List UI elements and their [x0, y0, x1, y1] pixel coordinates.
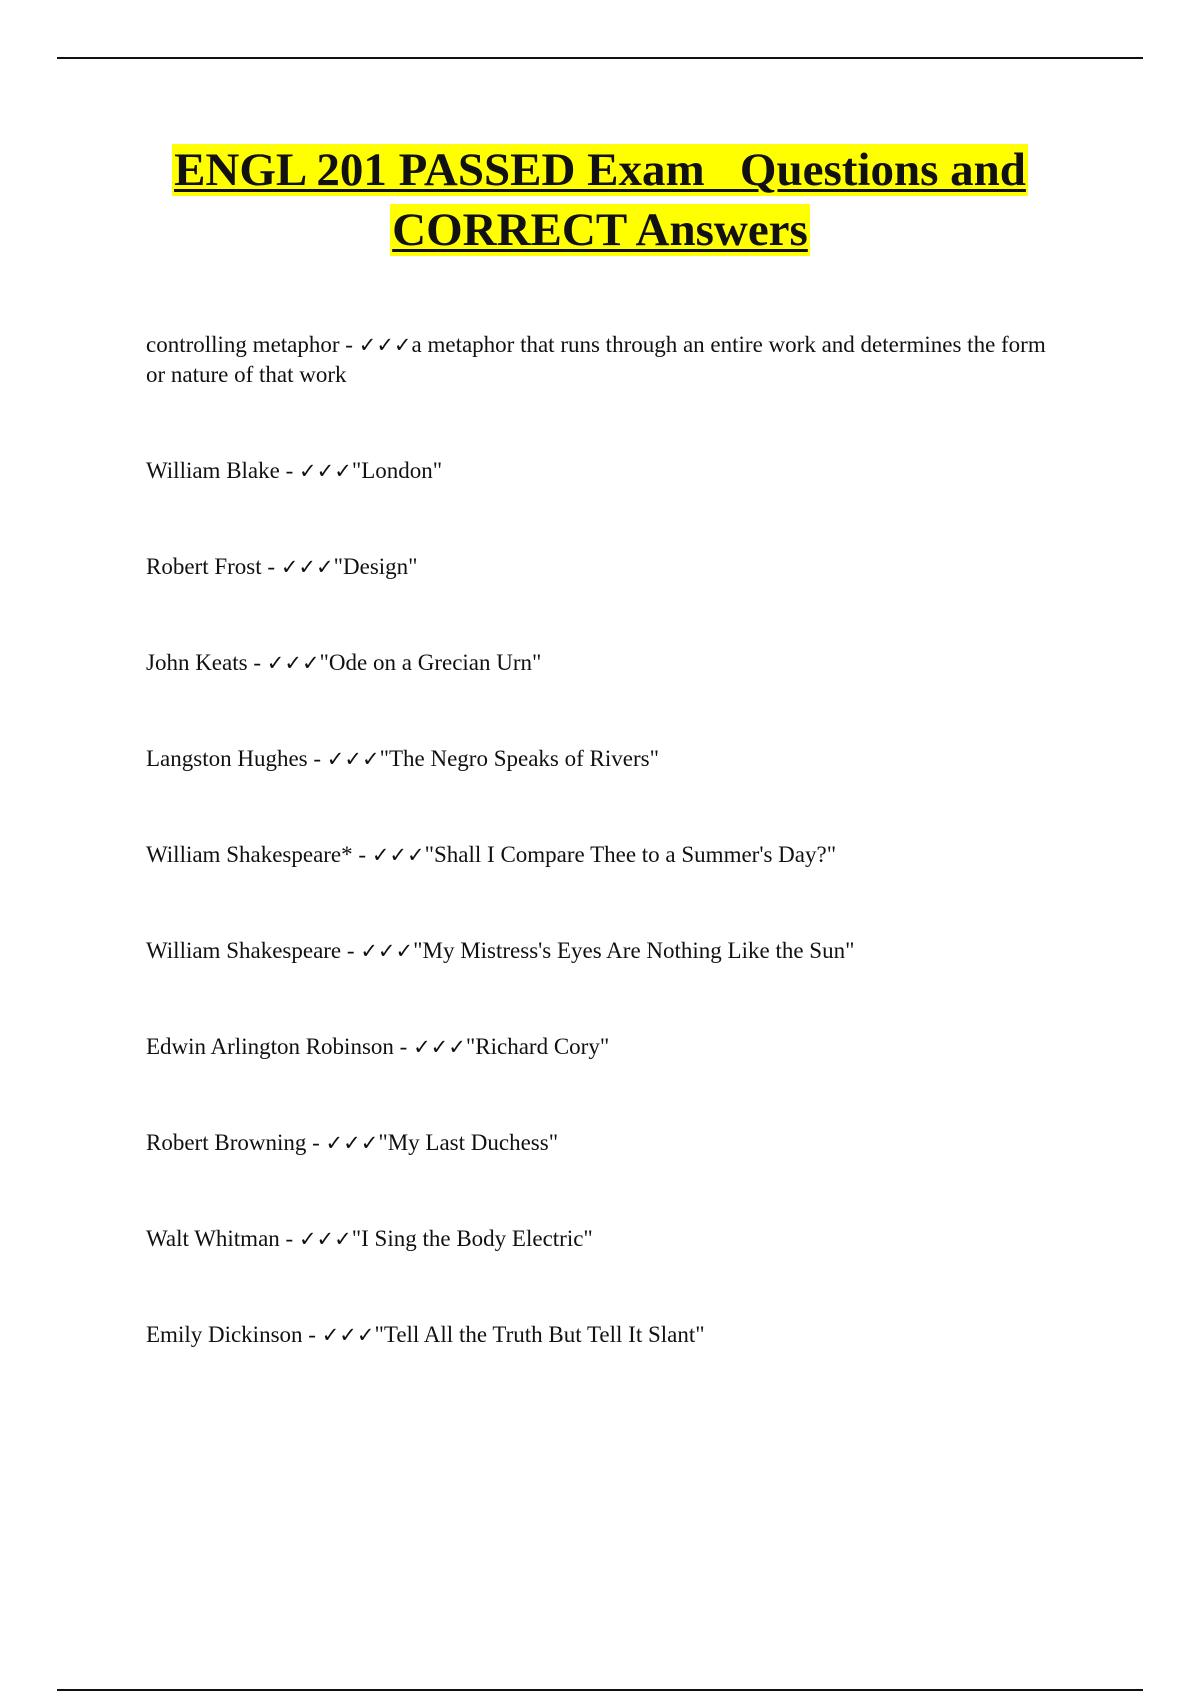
entry-term: Emily Dickinson — [146, 1322, 303, 1347]
title-line-2: CORRECT Answers — [392, 204, 808, 256]
entry-term: controlling metaphor — [146, 332, 340, 357]
entry-term: John Keats — [146, 650, 248, 675]
check-marks-icon: ✓✓✓ — [280, 555, 334, 579]
entry-separator: - — [261, 554, 281, 579]
entry-separator: - — [247, 650, 267, 675]
check-marks-icon: ✓✓✓ — [298, 1227, 352, 1251]
entry-answer: "I Sing the Body Electric" — [351, 1226, 593, 1251]
entry-term: Langston Hughes — [146, 746, 308, 771]
qa-entry — [146, 552, 1066, 582]
bottom-divider — [57, 1689, 1143, 1691]
qa-entry — [146, 1032, 1066, 1062]
qa-entry — [146, 456, 1066, 486]
entry-answer: "Ode on a Grecian Urn" — [319, 650, 542, 675]
entry-answer: "Design" — [333, 554, 418, 579]
entry-answer: "My Mistress's Eyes Are Nothing Like the Sun" — [413, 938, 855, 963]
document-title — [100, 140, 1100, 260]
check-marks-icon: ✓✓✓ — [321, 1323, 375, 1347]
entry-term: Robert Browning — [146, 1130, 307, 1155]
entry-term: William Shakespeare* — [146, 842, 353, 867]
qa-entry — [146, 744, 1066, 774]
entry-answer: "My Last Duchess" — [378, 1130, 559, 1155]
check-marks-icon: ✓✓✓ — [413, 1035, 466, 1059]
entry-answer: "The Negro Speaks of Rivers" — [379, 746, 659, 771]
check-marks-icon: ✓✓✓ — [326, 747, 380, 771]
entry-term: Edwin Arlington Robinson — [146, 1034, 394, 1059]
entry-separator: - — [279, 458, 300, 483]
entry-term: William Blake — [146, 458, 280, 483]
entry-answer: "Richard Cory" — [465, 1034, 610, 1059]
check-marks-icon: ✓✓✓ — [371, 843, 425, 867]
check-marks-icon: ✓✓✓ — [360, 939, 414, 963]
entry-separator: - — [352, 842, 372, 867]
entry-separator: - — [341, 938, 361, 963]
top-divider — [57, 57, 1143, 59]
entry-separator: - — [302, 1322, 322, 1347]
entry-term: Robert Frost — [146, 554, 262, 579]
qa-entry — [146, 648, 1066, 678]
entry-answer: a metaphor that runs through an entire work and determines the form or nature of that work — [146, 332, 1046, 387]
qa-entry — [146, 330, 1066, 390]
entry-term: William Shakespeare — [146, 938, 342, 963]
entry-separator: - — [339, 332, 359, 357]
qa-list — [146, 330, 1066, 1416]
check-marks-icon: ✓✓✓ — [299, 459, 352, 483]
qa-entry — [146, 840, 1066, 870]
entry-answer: "Tell All the Truth But Tell It Slant" — [374, 1322, 705, 1347]
check-marks-icon: ✓✓✓ — [266, 651, 320, 675]
entry-term: Walt Whitman — [146, 1226, 280, 1251]
entry-answer: "Shall I Compare Thee to a Summer's Day?" — [424, 842, 837, 867]
title-line-1: ENGL 201 PASSED Exam Questions and — [174, 144, 1026, 196]
entry-separator: - — [306, 1130, 326, 1155]
entry-separator: - — [307, 746, 327, 771]
qa-entry — [146, 1224, 1066, 1254]
entry-separator: - — [393, 1034, 414, 1059]
entry-separator: - — [279, 1226, 299, 1251]
qa-entry — [146, 1128, 1066, 1158]
entry-answer: "London" — [351, 458, 443, 483]
qa-entry — [146, 936, 1066, 966]
check-marks-icon: ✓✓✓ — [325, 1131, 379, 1155]
check-marks-icon: ✓✓✓ — [358, 333, 412, 357]
qa-entry — [146, 1320, 1066, 1350]
